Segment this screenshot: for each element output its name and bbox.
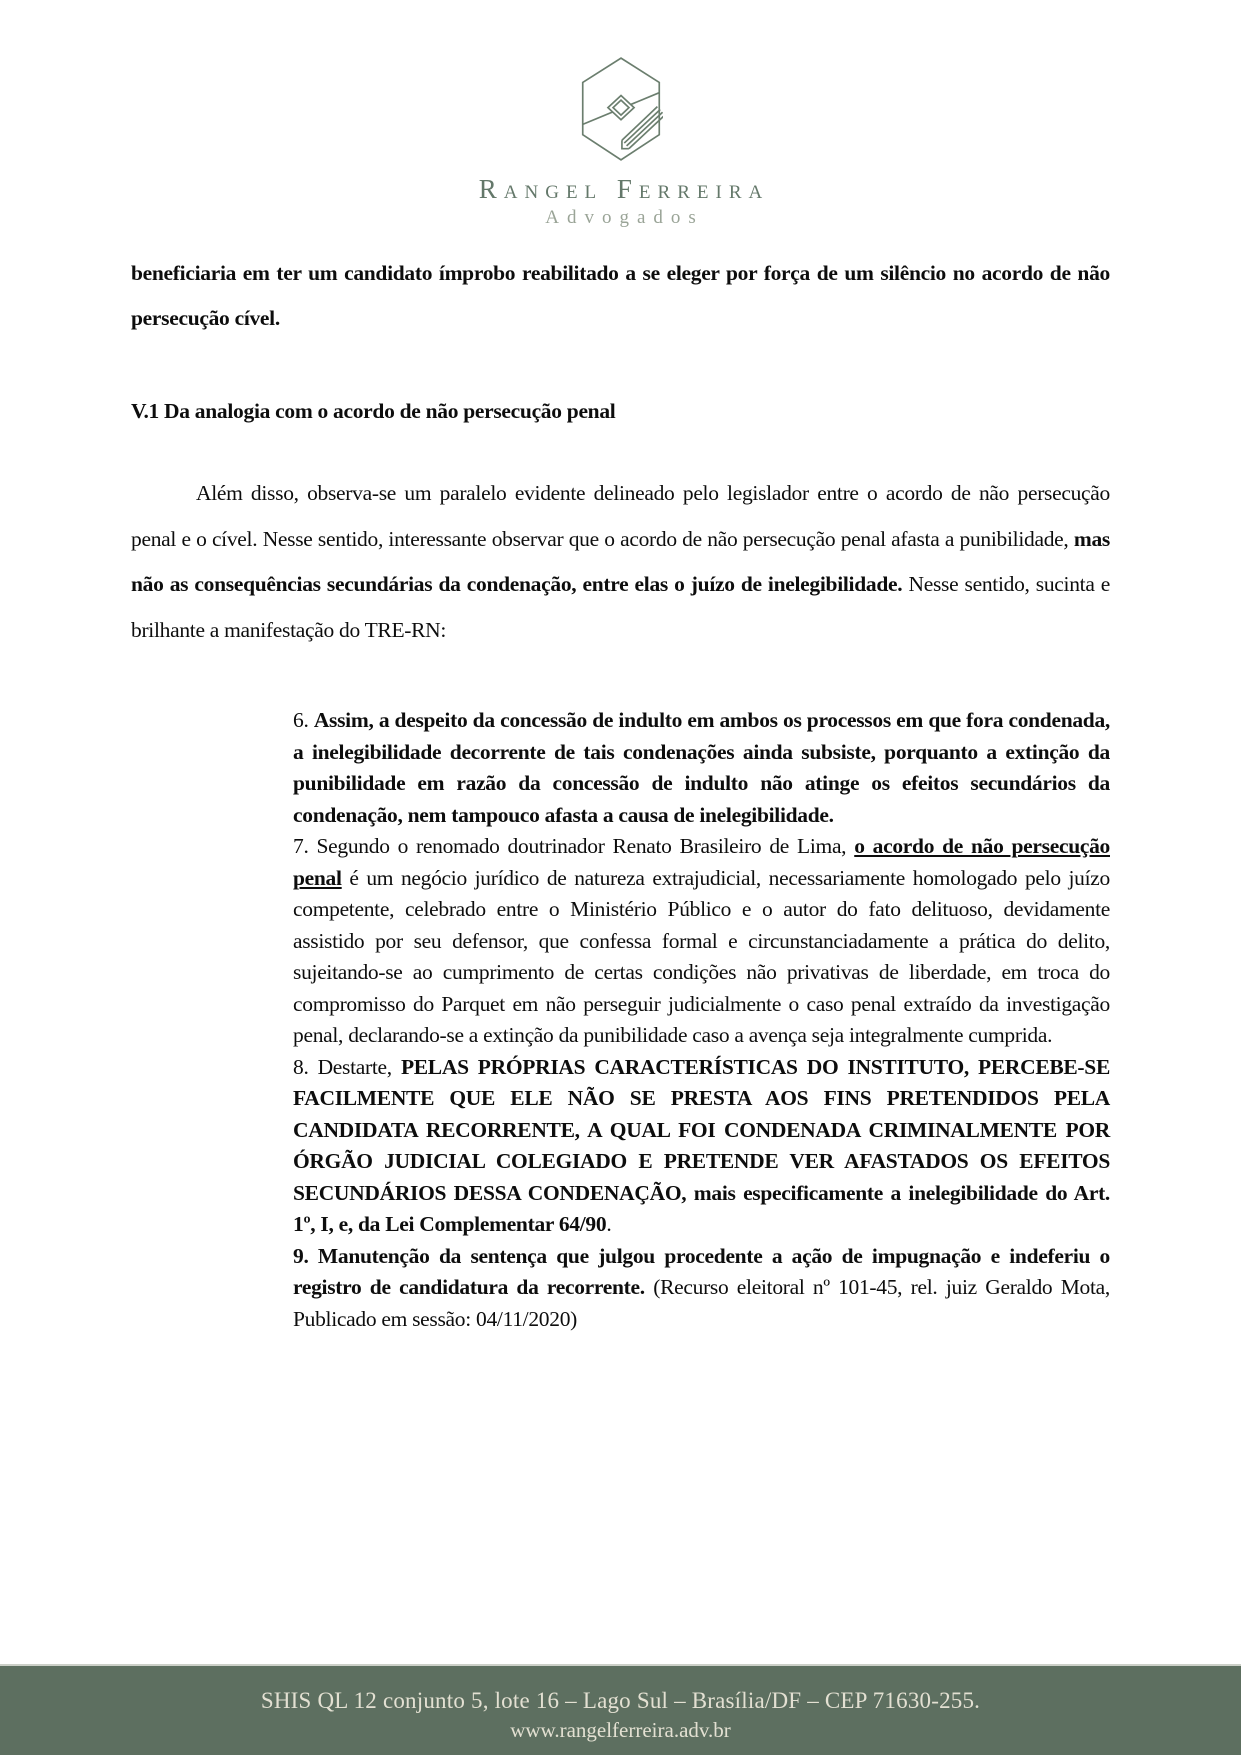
footer-address: SHIS QL 12 conjunto 5, lote 16 – Lago Sul – Brasília/DF – CEP 71630-255. <box>260 1688 981 1713</box>
quote-item-7: 7. Segundo o renomado doutrinador Renato Brasileiro de Lima, o acordo de não persecução penal é um negócio jurídico de natureza extrajudicial, necessariamente homologado pelo juízo competente, celebrado entre o Ministério Público e o autor do fato delituoso, devidamente assistido por seu defensor, que confessa formal e circunstanciadamente a prática do delito, sujeitando-se ao cumprimento de certas condições não privativas de liberdade, em troca do compromisso do Parquet em não perseguir judicialmente o caso penal extraído da investigação penal, declarando-se a extinção da punibilidade caso a avença seja integralmente cumprida. <box>293 834 1110 1047</box>
footer-band <box>0 1664 1241 1755</box>
rangel-ferreira-logo-icon <box>579 54 663 164</box>
body-paragraph: Além disso, observa-se um paralelo evidente delineado pelo legislador entre o acordo de não persecução penal e o cível. Nesse sentido, interessante observar que o acordo de não persecução penal afasta a punibilidade, mas não as consequências secundárias da condenação, entre elas o juízo de inelegibilidade. Nesse sentido, sucinta e brilhante a manifestação do TRE-RN: <box>131 481 1110 642</box>
citation-block <box>293 705 1110 1335</box>
quote-item-6: 6. Assim, a despeito da concessão de indulto em ambos os processos em que fora condenada, a inelegibilidade decorrente de tais condenações ainda subsiste, porquanto a extinção da punibilidade em razão da concessão de indulto não atinge os efeitos secundários da condenação, nem tampouco afasta a causa de inelegibilidade. <box>293 708 1110 827</box>
section-heading: V.1 Da analogia com o acordo de não persecução penal <box>131 399 616 423</box>
footer-website: www.rangelferreira.adv.br <box>510 1718 731 1742</box>
quote-item-9: 9. Manutenção da sentença que julgou procedente a ação de impugnação e indeferiu o registro de candidatura da recorrente. (Recurso eleitoral nº 101-45, rel. juiz Geraldo Mota, Publicado em sessão: 04/11/2020) <box>293 1243 1110 1331</box>
document-body <box>0 251 1241 1335</box>
intro-paragraph: beneficiaria em ter um candidato ímprobo reabilitado a se eleger por força de um silêncio no acordo de não persecução cível. <box>131 261 1110 330</box>
letterhead <box>0 0 1241 229</box>
firm-name: Rangel Ferreira <box>478 174 770 204</box>
firm-subtitle: Advogados <box>545 207 704 228</box>
quote-item-8: 8. Destarte, PELAS PRÓPRIAS CARACTERÍSTICAS DO INSTITUTO, PERCEBE-SE FACILMENTE QUE ELE NÃO SE PRESTA AOS FINS PRETENDIDOS PELA CANDIDATA RECORRENTE, A QUAL FOI CONDENADA CRIMINALMENTE POR ÓRGÃO JUDICIAL COLEGIADO E PRETENDE VER AFASTADOS OS EFEITOS SECUNDÁRIOS DESSA CONDENAÇÃO, mais especificamente a inelegibilidade do Art. 1º, I, e, da Lei Complementar 64/90. <box>293 1054 1110 1236</box>
